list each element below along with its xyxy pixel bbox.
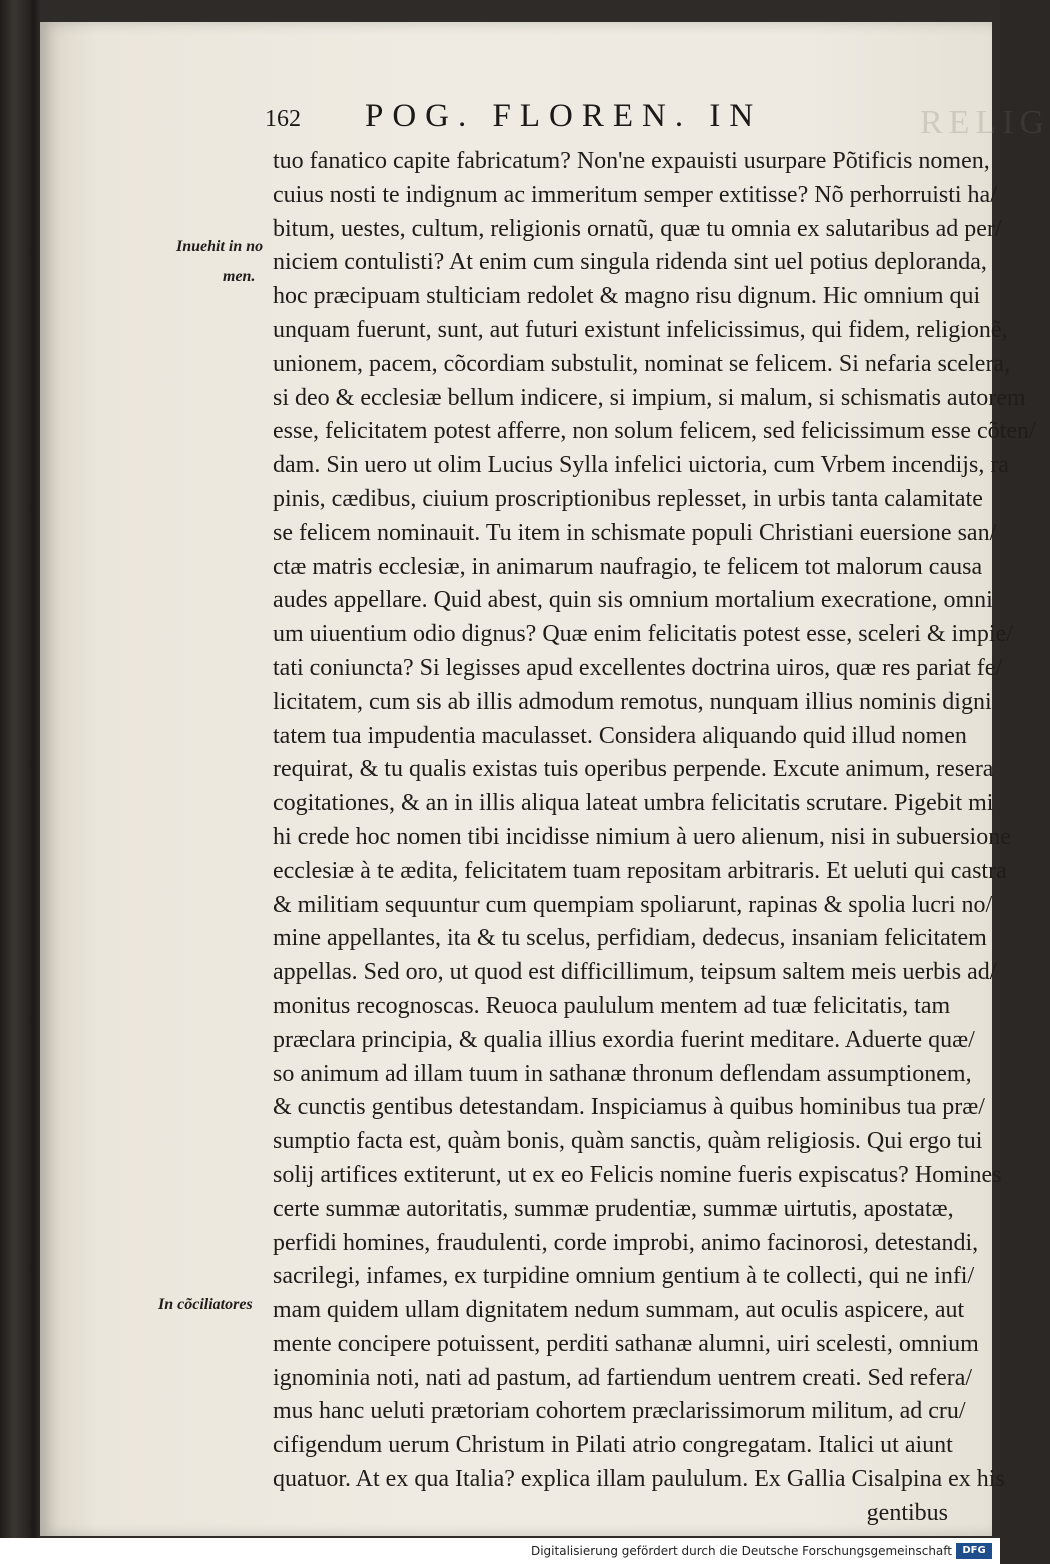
body-text [273, 145, 1036, 1531]
text-line: mine appellantes, ita & tu scelus, perfidiam, dedecus, insaniam felicitatem [273, 925, 987, 952]
text-line: cuius nosti te indignum ac immeritum semper extitisse? Nõ perhorruisti ha/ [273, 181, 997, 208]
text-line: niciem contulisti? At enim cum singula ridenda sint uel potius deploranda, [273, 249, 987, 276]
text-line: si deo & ecclesiæ bellum indicere, si impium, si malum, si schismatis autorem [273, 384, 1026, 411]
text-line: perfidi homines, fraudulenti, corde improbi, animo facinorosi, detestandi, [273, 1229, 979, 1256]
page-number: 162 [265, 106, 301, 132]
text-line: certe summæ autoritatis, summæ prudentiæ, summæ uirtutis, apostatæ, [273, 1195, 954, 1222]
marginal-note-invehitur-cont: men. [223, 268, 256, 285]
catchword: gentibus [866, 1499, 948, 1526]
marginal-note-invehitur: Inuehit in no [176, 238, 264, 255]
text-line: tatem tua impudentia maculasset. Considera aliquando quid illud nomen [273, 722, 967, 749]
text-line: quatuor. At ex qua Italia? explica illam paululum. Ex Gallia Cisalpina ex his [273, 1466, 1005, 1493]
text-line: unquam fuerunt, sunt, aut futuri existunt infelicissimus, qui fidem, religionẽ, [273, 316, 1008, 343]
text-line: ecclesiæ à te ædita, felicitatem tuam repositam arbitraris. Et ueluti qui castra [273, 857, 1007, 884]
text-line: pinis, cædibus, ciuium proscriptionibus replesset, in urbis tanta calamitate [273, 485, 983, 512]
text-line: um uiuentium odio dignus? Quæ enim felicitatis potest esse, sceleri & impie/ [273, 621, 1013, 648]
text-line: cifigendum uerum Christum in Pilati atrio congregatam. Italici ut aiunt [273, 1432, 953, 1459]
running-head [265, 98, 965, 138]
text-line: ignominia noti, nati ad pastum, ad fartiendum uentrem creati. Sed refera/ [273, 1364, 973, 1391]
text-line: dam. Sin uero ut olim Lucius Sylla infelici uictoria, cum Vrbem incendijs, ra [273, 452, 1009, 479]
running-title: POG. FLOREN. IN [365, 98, 763, 134]
text-line: præclara principia, & qualia illius exordia fuerint meditare. Aduerte quæ/ [273, 1026, 975, 1053]
text-line: bitum, uestes, cultum, religionis ornatũ, quæ tu omnia ex salutaribus ad per/ [273, 215, 1002, 242]
text-line: ctæ matris ecclesiæ, in animarum naufragio, te felicem tot malorum causa [273, 553, 983, 580]
text-line: so animum ad illam tuum in sathanæ thronum deflendam assumptionem, [273, 1060, 972, 1087]
text-line: sumptio facta est, quàm bonis, quàm sanctis, quàm religiosis. Qui ergo tui [273, 1128, 983, 1155]
text-line: appellas. Sed oro, ut quod est difficillimum, teipsum saltem meis uerbis ad/ [273, 959, 997, 986]
text-line: monitus recognoscas. Reuoca paululum mentem ad tuæ felicitatis, tam [273, 992, 951, 1019]
text-line: sacrilegi, infames, ex turpidine omnium gentium à te collecti, qui ne infi/ [273, 1263, 975, 1290]
marginal-note-conciliatores: In cõciliatores [158, 1296, 253, 1313]
text-line: mam quidem ullam dignitatem nedum summam, aut oculis aspicere, aut [273, 1297, 965, 1324]
text-line: tati coniuncta? Si legisses apud excellentes doctrina uiros, quæ res pariat fe/ [273, 654, 1003, 681]
text-line: hi crede hoc nomen tibi incidisse nimium à uero alienum, nisi in subuersione [273, 823, 1011, 850]
text-line: & cunctis gentibus detestandam. Inspiciamus à quibus hominibus tua præ/ [273, 1094, 985, 1121]
text-line: mus hanc ueluti prætoriam cohortem præclarissimorum militum, ad cru/ [273, 1398, 966, 1425]
text-line: unionem, pacem, cõcordiam substulit, nominat se felicem. Si nefaria scelera, [273, 350, 1011, 377]
dfg-logo: DFG [956, 1543, 992, 1559]
text-line: audes appellare. Quid abest, quin sis omnium mortalium execratione, omni [273, 587, 993, 614]
text-line: esse, felicitatem potest afferre, non solum felicem, sed felicissimum esse cõten/ [273, 418, 1036, 445]
text-line: cogitationes, & an in illis aliqua lateat umbra felicitatis scrutare. Pigebit mi [273, 790, 994, 817]
text-line: hoc præcipuam stulticiam redolet & magno risu dignum. Hic omnium qui [273, 283, 981, 310]
bleed-through-text: RELIG [920, 104, 1050, 141]
text-line: se felicem nominauit. Tu item in schismate populi Christiani euersione san/ [273, 519, 997, 546]
text-line: licitatem, cum sis ab illis admodum remotus, nunquam illius nominis digni [273, 688, 992, 715]
text-line: mente concipere potuissent, perditi sathanæ alumni, uiri scelesti, omnium [273, 1330, 979, 1357]
text-line: requirat, & tu qualis existas tuis operibus perpende. Excute animum, resera [273, 756, 994, 783]
text-line: tuo fanatico capite fabricatum? Non'ne expauisti usurpare Põtificis nomen, [273, 148, 990, 174]
funding-credit: Digitalisierung gefördert durch die Deutsche Forschungsgemeinschaft [530, 1544, 952, 1558]
text-line: & militiam sequuntur cum quempiam spoliarunt, rapinas & spolia lucri no/ [273, 891, 993, 918]
footer-bar [0, 1538, 1000, 1564]
text-line: solij artifices extiterunt, ut ex eo Felicis nomine fueris expiscatus? Homines [273, 1161, 1002, 1188]
